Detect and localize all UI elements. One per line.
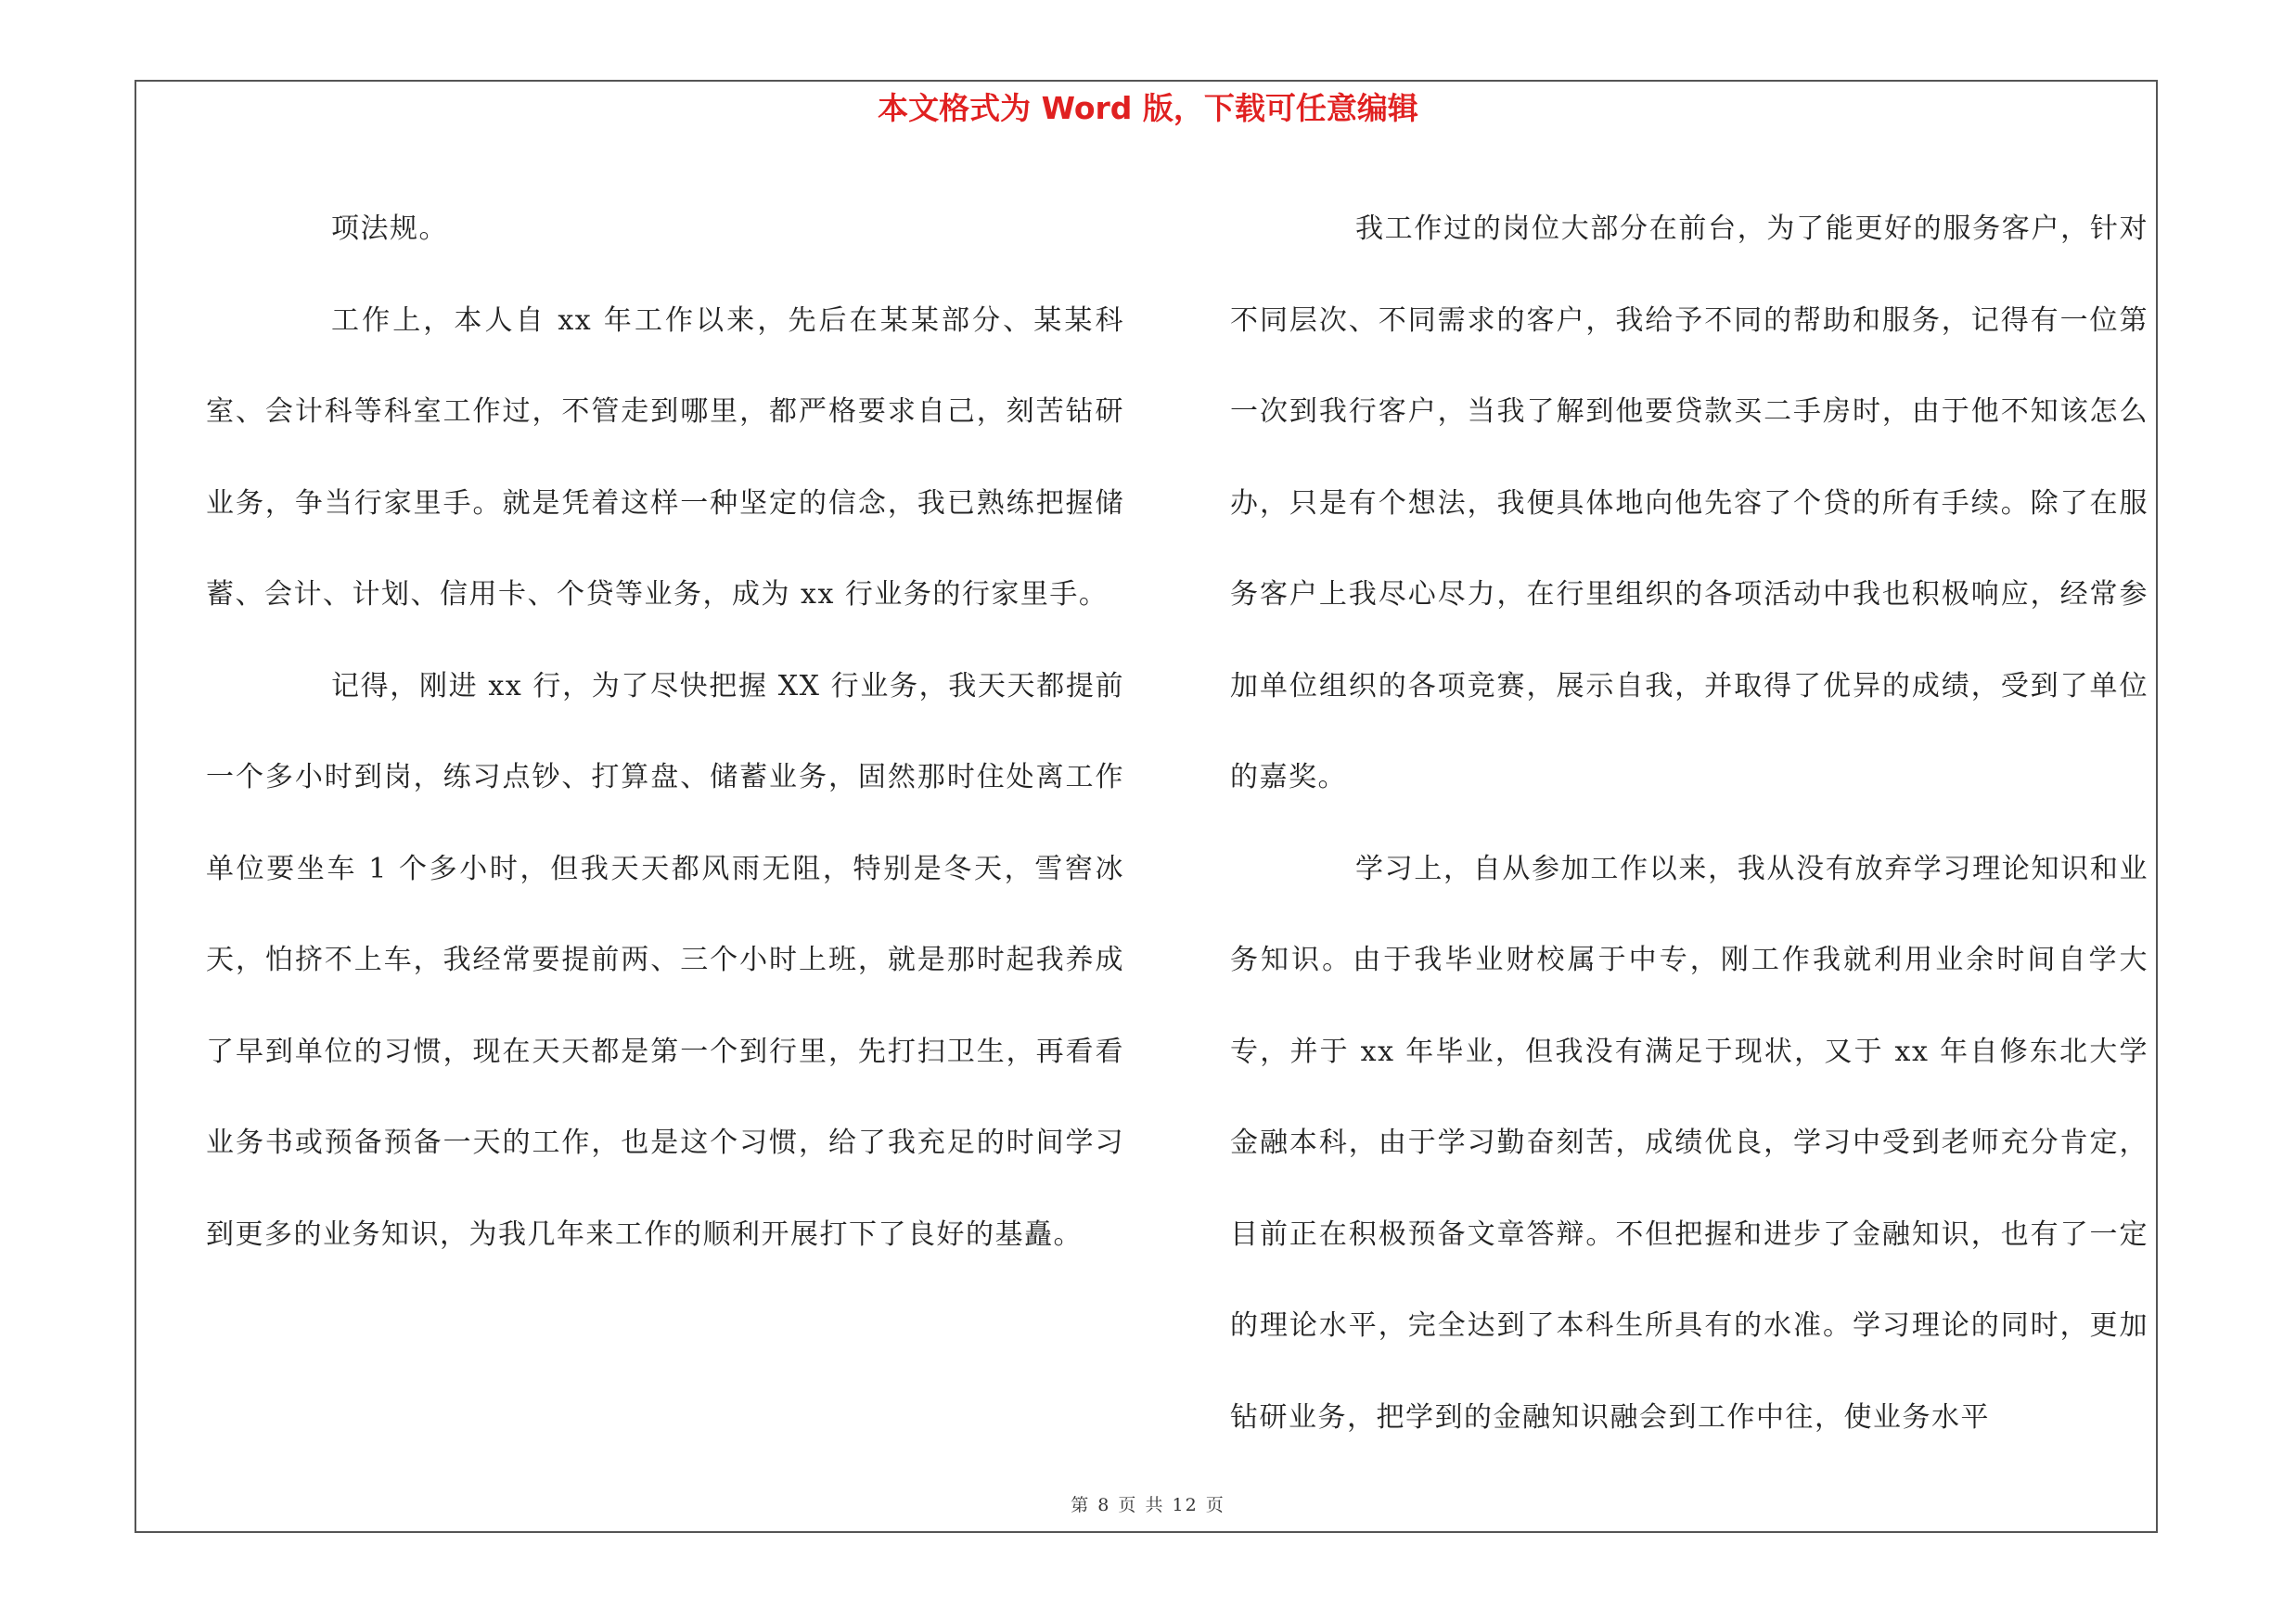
paragraph: 学习上，自从参加工作以来，我从没有放弃学习理论知识和业务知识。由于我毕业财校属于中专，刚工作我就利用业余时间自学大专，并于 xx 年毕业，但我没有满足于现状，又于 xx 年自修东北大学金融本科，由于学习勤奋刻苦，成绩优良，学习中受到老师充分肯定，目前正在积极预备文章答辩。不但把握和进步了金融知识，也有了一定的理论水平，完全达到了本科生所具有的水准。学习理论的同时，更加钻研业务，把学到的金融知识融会到工作中往，使业务水平 [1230,852,2148,1434]
paragraph: 项法规。 [331,213,448,245]
paragraph: 我工作过的岗位大部分在前台，为了能更好的服务客户，针对不同层次、不同需求的客户，我给予不同的帮助和服务，记得有一位第一次到我行客户，当我了解到他要贷款买二手房时，由于他不知该怎么办，只是有个想法，我便具体地向他先容了个贷的所有手续。除了在服务客户上我尽心尽力，在行里组织的各项活动中我也积极响应，经常参加单位组织的各项竞赛，展示自我，并取得了优异的成绩，受到了单位的嘉奖。 [1230,213,2148,793]
paragraph: 工作上，本人自 xx 年工作以来，先后在某某部分、某某科室、会计科等科室工作过，不管走到哪里，都严格要求自己，刻苦钻研业务，争当行家里手。就是凭着这样一种坚定的信念，我已熟练把握储蓄、会计、计划、信用卡、个贷等业务，成为 xx 行业务的行家里手。 [206,303,1124,611]
page-number-footer: 第 8 页 共 12 页 [1071,1495,1225,1515]
left-column [206,184,1124,1281]
word-format-banner: 本文格式为 Word 版，下载可任意编辑 [878,90,1418,126]
right-column [1230,184,2148,1463]
paragraph: 记得，刚进 xx 行，为了尽快把握 XX 行业务，我天天都提前一个多小时到岗，练习点钞、打算盘、储蓄业务，固然那时住处离工作单位要坐车 1 个多小时，但我天天都风雨无阻，特别是冬天，雪窖冰天，怕挤不上车，我经常要提前两、三个小时上班，就是那时起我养成了早到单位的习惯，现在天天都是第一个到行里，先打扫卫生，再看看业务书或预备预备一天的工作，也是这个习惯，给了我充足的时间学习到更多的业务知识，为我几年来工作的顺利开展打下了良好的基矗。 [206,669,1124,1251]
